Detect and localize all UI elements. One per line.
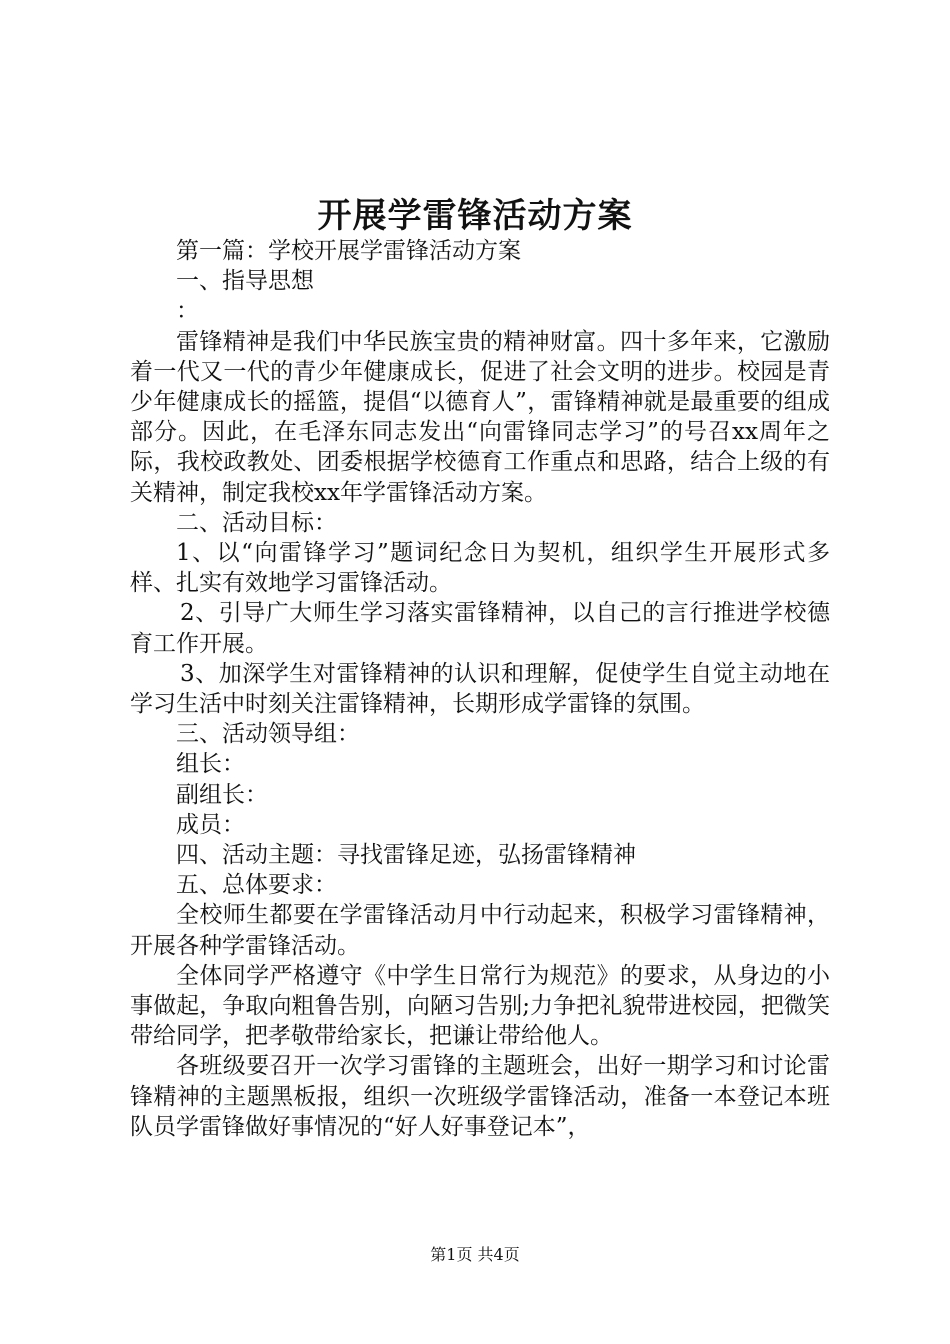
document-body [130,236,830,1142]
paragraph: 组长： [176,751,245,778]
section-heading: 第一篇：学校开展学雷锋活动方案 [176,238,521,264]
paragraph: 全体同学严格遵守《中学生日常行为规范》的要求，从身边的小事做起，争取向粗鲁告别，向陋习告别;力争把礼貌带进校园，把微笑带给同学，把孝敬带给家长，把谦让带给他人。 [130,962,830,1050]
section-heading: 四、活动主题：寻找雷锋足迹，弘扬雷锋精神 [176,842,636,869]
paragraph: ： [176,298,199,325]
paragraph: 全校师生都要在学雷锋活动月中行动起来，积极学习雷锋精神，开展各种学雷锋活动。 [130,902,830,959]
page-footer: 第1页 共4页 [430,1245,520,1264]
section-heading: 一、指导思想 [176,268,314,295]
list-item: 2、引导广大师生学习落实雷锋精神，以自己的言行推进学校德育工作开展。 [130,600,830,657]
paragraph: 各班级要召开一次学习雷锋的主题班会，出好一期学习和讨论雷锋精神的主题黑板报，组织一次班级学雷锋活动，准备一本登记本班队员学雷锋做好事情况的“好人好事登记本”， [130,1053,830,1140]
section-heading: 二、活动目标： [176,509,337,536]
section-heading: 三、活动领导组： [176,721,360,748]
list-item: 3、加深学生对雷锋精神的认识和理解，促使学生自觉主动地在学习生活中时刻关注雷锋精神，长期形成学雷锋的氛围。 [130,660,830,718]
paragraph: 成员： [176,811,245,838]
paragraph: 副组长： [176,781,268,808]
document-title: 开展学雷锋活动方案 [317,196,633,236]
section-heading: 五、总体要求： [176,872,337,899]
paragraph: 雷锋精神是我们中华民族宝贵的精神财富。四十多年来，它激励着一代又一代的青少年健康成长，促进了社会文明的进步。校园是青少年健康成长的摇篮，提倡“以德育人”，雷锋精神就是最重要的组成部分。因此，在毛泽东同志发出“向雷锋同志学习”的号召xx周年之际，我校政教处、团委根据学校德育工作重点和思路，结合上级的有关精神，制定我校xx年学雷锋活动方案。 [130,328,830,506]
list-item: 1、以“向雷锋学习”题词纪念日为契机，组织学生开展形式多样、扎实有效地学习雷锋活动。 [130,540,830,597]
